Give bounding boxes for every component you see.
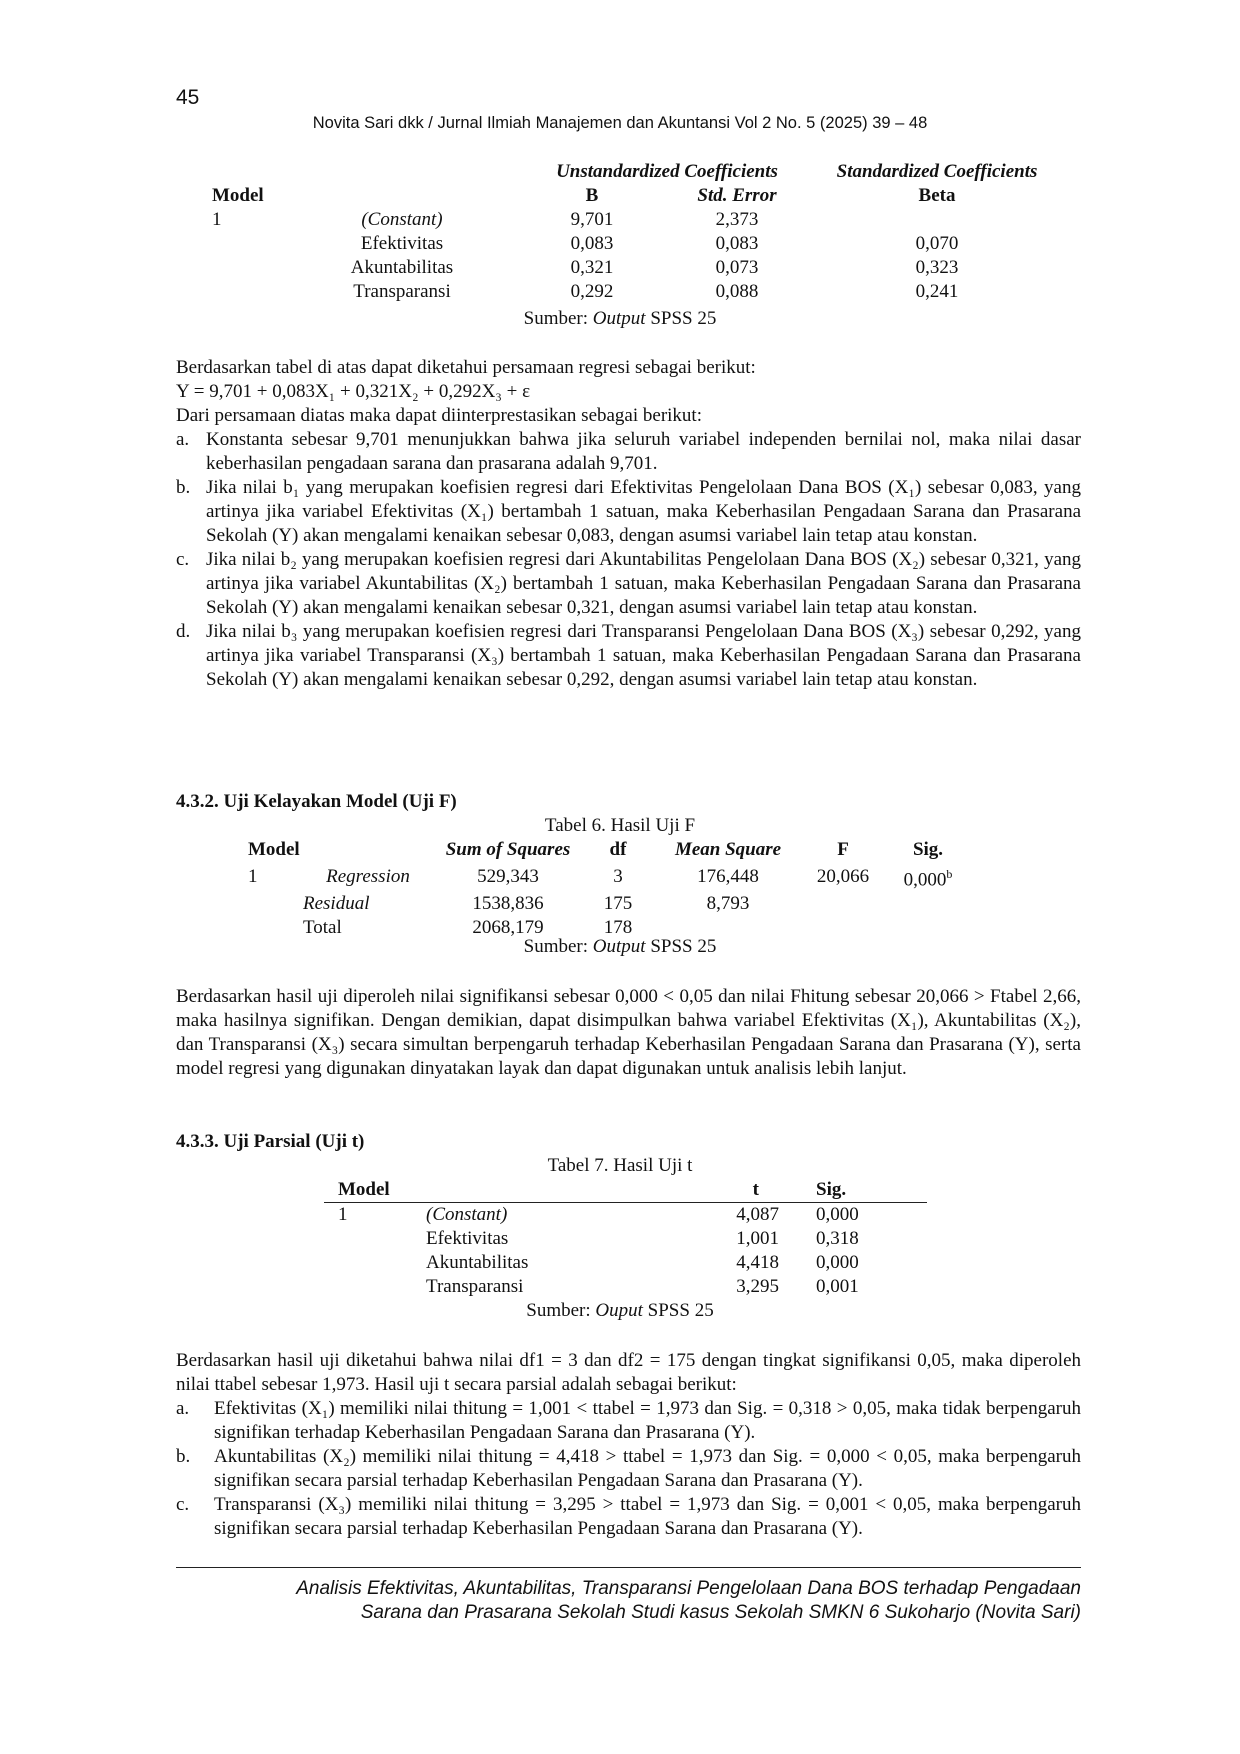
source-suffix: SPSS 25 bbox=[645, 308, 717, 329]
table-row bbox=[212, 280, 1062, 304]
row-b: 9,701 bbox=[570, 209, 614, 230]
interp-intro: Dari persamaan diatas maka dapat diinterprestasikan sebagai berikut: bbox=[176, 405, 702, 426]
row-sig: 0,000 bbox=[816, 1252, 859, 1273]
list-label: c. bbox=[176, 549, 190, 570]
row-model bbox=[324, 1275, 419, 1299]
f-test-paragraph: Berdasarkan hasil uji diperoleh nilai signifikansi sebesar 0,000 < 0,05 dan nilai Fhitung sebesar 20,066 > Ftabel 2,66, maka hasilnya signifikan. Dengan demikian, dapat disimpulkan bahwa variabel Efektivitas (X₁), Akuntabilitas (X₂), dan Transparansi (X₃) secara simultan berpengaruh terhadap Keberhasilan Pengadaan Sarana dan Prasarana (Y), serta model regresi yang digunakan dinyatakan layak dan dapat digunakan untuk analisis lebih lanjut. bbox=[176, 986, 1081, 1079]
list-text: Transparansi (X₃) memiliki nilai thitung = 3,295 > ttabel = 1,973 dan Sig. = 0,001 < 0,05, maka berpengaruh signifikan secara parsial terhadap Keberhasilan Pengadaan Sarana dan Prasarana (Y). bbox=[214, 1494, 1081, 1539]
list-text: Jika nilai b₂ yang merupakan koefisien regresi dari Akuntabilitas Pengelolaan Dana BOS (X₂) sebesar 0,321, yang artinya jika variabel Akuntabilitas (X₂) bertambah 1 satuan, maka Keberhasilan Pengadaan Sarana dan Prasarana Sekolah (Y) akan mengalami kenaikan sebesar 0,321, dengan asumsi variabel lain tetap atau konstan. bbox=[206, 549, 1081, 618]
row-se: 0,073 bbox=[715, 257, 759, 278]
list-text: Akuntabilitas (X₂) memiliki nilai thitung = 4,418 > ttabel = 1,973 dan Sig. = 0,000 < 0,05, maka berpengaruh signifikan secara parsial terhadap Keberhasilan Pengadaan Sarana dan Prasarana (Y). bbox=[214, 1446, 1081, 1491]
table-row bbox=[324, 1227, 927, 1251]
footer-rule bbox=[176, 1567, 1081, 1568]
row-ss: 2068,179 bbox=[472, 917, 544, 939]
row-se: 2,373 bbox=[715, 209, 759, 230]
section-heading-t: 4.3.3. Uji Parsial (Uji t) bbox=[176, 1131, 365, 1152]
table-row bbox=[248, 862, 968, 892]
row-beta bbox=[812, 208, 1062, 232]
row-name: Regression bbox=[326, 866, 410, 888]
col-beta-header: Beta bbox=[918, 185, 956, 206]
row-df: 178 bbox=[603, 917, 633, 939]
row-model: 1 bbox=[212, 209, 222, 230]
row-model bbox=[212, 232, 282, 256]
list-item bbox=[176, 428, 1081, 476]
list-item bbox=[176, 1397, 1081, 1445]
col-f-header: F bbox=[837, 839, 849, 860]
row-sig bbox=[888, 862, 968, 892]
table7-source bbox=[0, 1299, 1240, 1323]
col-ms-header: Mean Square bbox=[674, 839, 782, 860]
list-item bbox=[176, 476, 1081, 548]
row-model bbox=[324, 1251, 419, 1275]
source-prefix: Sumber: bbox=[526, 1300, 596, 1321]
list-item bbox=[176, 1493, 1081, 1541]
col-std-error-header: Std. Error bbox=[697, 185, 777, 206]
col-sig-header: Sig. bbox=[816, 1179, 847, 1200]
f-test-table bbox=[248, 838, 968, 940]
list-label: b. bbox=[176, 1446, 191, 1467]
footer-citation bbox=[176, 1577, 1081, 1625]
col-df-header: df bbox=[609, 839, 627, 860]
regression-block bbox=[176, 356, 1081, 692]
row-name: Efektivitas bbox=[426, 1228, 509, 1249]
footer-line-2: Sarana dan Prasarana Sekolah Studi kasus Sekolah SMKN 6 Sukoharjo (Novita Sari) bbox=[360, 1602, 1081, 1623]
row-df: 3 bbox=[613, 866, 623, 888]
list-item bbox=[176, 1445, 1081, 1493]
table-header-row bbox=[324, 1178, 927, 1203]
list-text: Konstanta sebesar 9,701 menunjukkan bahwa jika seluruh variabel independen bernilai nol, maka nilai dasar keberhasilan pengadaan sarana dan prasarana adalah 9,701. bbox=[206, 429, 1081, 474]
running-header: Novita Sari dkk / Jurnal Ilmiah Manajemen dan Akuntansi Vol 2 No. 5 (2025) 39 – 48 bbox=[312, 114, 928, 132]
row-model bbox=[248, 892, 298, 916]
section-heading-f: 4.3.2. Uji Kelayakan Model (Uji F) bbox=[176, 791, 457, 812]
row-se: 0,083 bbox=[715, 233, 759, 254]
row-ms: 8,793 bbox=[706, 893, 750, 915]
table-row bbox=[324, 1251, 927, 1275]
table-header-row bbox=[212, 184, 1062, 208]
source-suffix: SPSS 25 bbox=[645, 936, 717, 957]
page-number: 45 bbox=[176, 86, 200, 109]
row-sig: 0,001 bbox=[816, 1276, 859, 1297]
list-text: Jika nilai b₃ yang merupakan koefisien regresi dari Transparansi Pengelolaan Dana BOS (X₃) sebesar 0,292, yang artinya jika variabel Transparansi (X₃) bertambah 1 satuan, maka Keberhasilan Pengadaan Sarana dan Prasarana Sekolah (Y) akan mengalami kenaikan sebesar 0,292, dengan asumsi variabel lain tetap atau konstan. bbox=[206, 621, 1081, 690]
t-test-block bbox=[176, 1349, 1081, 1541]
row-model bbox=[324, 1227, 419, 1251]
row-name: (Constant) bbox=[426, 1204, 508, 1225]
source-italic: Output bbox=[592, 936, 646, 957]
source-italic: Output bbox=[592, 308, 646, 329]
row-beta: 0,241 bbox=[915, 281, 959, 302]
row-name: Transparansi bbox=[353, 281, 451, 302]
list-label: a. bbox=[176, 1398, 190, 1419]
row-t: 1,001 bbox=[736, 1228, 779, 1249]
table-row bbox=[212, 232, 1062, 256]
row-name: Efektivitas bbox=[360, 233, 444, 254]
t-test-paragraph: Berdasarkan hasil uji diketahui bahwa nilai df1 = 3 dan df2 = 175 dengan tingkat signifikansi 0,05, maka diperoleh nilai ttabel sebesar 1,973. Hasil uji t secara parsial adalah sebagai berikut: bbox=[176, 1350, 1081, 1395]
row-name: Total bbox=[303, 917, 342, 939]
col-model-header: Model bbox=[248, 839, 300, 860]
unstandardized-header: Unstandardized Coefficients bbox=[556, 161, 778, 182]
col-ss-header: Sum of Squares bbox=[445, 839, 571, 860]
table5-source bbox=[0, 307, 1240, 331]
row-sig-value: 0,000 bbox=[903, 869, 947, 891]
row-b: 0,292 bbox=[570, 281, 614, 302]
row-model bbox=[212, 256, 282, 280]
list-item bbox=[176, 620, 1081, 692]
source-italic: Ouput bbox=[595, 1300, 643, 1321]
list-label: b. bbox=[176, 477, 191, 498]
row-ms: 176,448 bbox=[697, 866, 759, 888]
list-text: Jika nilai b₁ yang merupakan koefisien regresi dari Efektivitas Pengelolaan Dana BOS (X₁) sebesar 0,083, yang artinya jika variabel Efektivitas (X₁) bertambah 1 satuan, maka Keberhasilan Pengadaan Sarana dan Prasarana Sekolah (Y) akan mengalami kenaikan sebesar 0,083, dengan asumsi variabel lain tetap atau konstan. bbox=[206, 477, 1081, 546]
table-group-header-row bbox=[212, 160, 1062, 184]
row-t: 4,418 bbox=[736, 1252, 779, 1273]
row-df: 175 bbox=[603, 893, 633, 915]
row-model: 1 bbox=[248, 866, 258, 888]
table6-source bbox=[0, 935, 1240, 959]
row-sig: 0,000 bbox=[816, 1204, 859, 1225]
table-row bbox=[248, 892, 968, 916]
row-t: 3,295 bbox=[736, 1276, 779, 1297]
table-row bbox=[212, 256, 1062, 280]
row-sig bbox=[888, 892, 968, 916]
row-sig-sup: b bbox=[946, 867, 953, 881]
list-label: d. bbox=[176, 621, 191, 642]
footer-line-1: Analisis Efektivitas, Akuntabilitas, Transparansi Pengelolaan Dana BOS terhadap Pengadaan bbox=[296, 1578, 1081, 1599]
col-model-header: Model bbox=[338, 1179, 390, 1200]
col-b-header: B bbox=[585, 185, 599, 206]
row-name: Akuntabilitas bbox=[350, 257, 454, 278]
regression-equation: Y = 9,701 + 0,083X₁ + 0,321X₂ + 0,292X₃ + ε bbox=[176, 381, 531, 402]
row-name: Transparansi bbox=[426, 1276, 524, 1297]
table7-caption: Tabel 7. Hasil Uji t bbox=[547, 1155, 693, 1176]
table-row bbox=[324, 1203, 927, 1228]
row-b: 0,321 bbox=[570, 257, 614, 278]
col-model-header: Model bbox=[212, 185, 264, 206]
row-ss: 529,343 bbox=[477, 866, 539, 888]
table6-caption: Tabel 6. Hasil Uji F bbox=[544, 815, 696, 836]
list-label: c. bbox=[176, 1494, 190, 1515]
row-sig: 0,318 bbox=[816, 1228, 859, 1249]
row-name: Akuntabilitas bbox=[426, 1252, 529, 1273]
row-b: 0,083 bbox=[570, 233, 614, 254]
row-model bbox=[212, 280, 282, 304]
row-model: 1 bbox=[338, 1204, 348, 1225]
col-t-header: t bbox=[752, 1179, 759, 1200]
col-sig-header: Sig. bbox=[912, 839, 944, 860]
table-header-row bbox=[248, 838, 968, 862]
row-beta: 0,070 bbox=[915, 233, 959, 254]
row-f: 20,066 bbox=[816, 866, 870, 888]
row-se: 0,088 bbox=[715, 281, 759, 302]
row-f bbox=[798, 892, 888, 916]
table-row bbox=[324, 1275, 927, 1299]
source-suffix: SPSS 25 bbox=[642, 1300, 714, 1321]
table-row bbox=[212, 208, 1062, 232]
list-text: Efektivitas (X₁) memiliki nilai thitung = 1,001 < ttabel = 1,973 dan Sig. = 0,318 > 0,05, maka tidak berpengaruh signifikan terhadap Keberhasilan Pengadaan Sarana dan Prasarana (Y). bbox=[214, 1398, 1081, 1443]
source-prefix: Sumber: bbox=[523, 308, 593, 329]
list-label: a. bbox=[176, 429, 190, 450]
list-item bbox=[176, 548, 1081, 620]
row-beta: 0,323 bbox=[915, 257, 959, 278]
t-test-table bbox=[324, 1178, 927, 1299]
row-t: 4,087 bbox=[736, 1204, 779, 1225]
source-prefix: Sumber: bbox=[523, 936, 593, 957]
row-name: (Constant) bbox=[361, 209, 443, 230]
standardized-header: Standardized Coefficients bbox=[836, 161, 1038, 182]
coefficients-table bbox=[212, 160, 1062, 304]
row-ss: 1538,836 bbox=[472, 893, 544, 915]
regression-intro: Berdasarkan tabel di atas dapat diketahui persamaan regresi sebagai berikut: bbox=[176, 357, 756, 378]
row-name: Residual bbox=[303, 893, 370, 915]
